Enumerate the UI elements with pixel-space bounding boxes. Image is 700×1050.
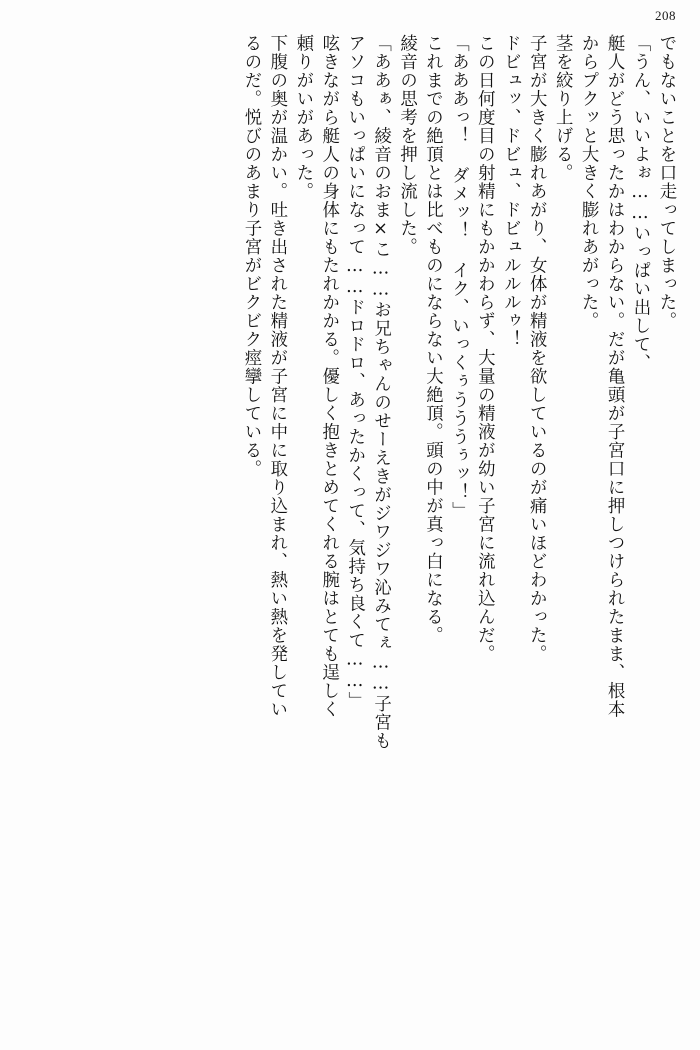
text-column: 頼りがいがあった。 (292, 34, 313, 201)
text-column: ドビュッ、ドビュ、ドビュルルルゥ！ (500, 34, 521, 349)
text-column: これまでの絶頂とは比べものにならない大絶頂。頭の中が真っ白になる。 (422, 34, 443, 645)
text-column: 綾音の思考を押し流した。 (396, 34, 417, 256)
text-column: 呟きながら艇人の身体にもたれかかる。優しく抱きとめてくれる腕はとても逞しく (318, 34, 339, 719)
text-column: 「ああぁ、綾音のおま×こ……お兄ちゃんのせーえきがジワジワ沁みてぇ……子宮も (370, 34, 391, 750)
vertical-text-body (22, 34, 678, 1032)
text-column: 茎を絞り上げる。 (552, 34, 573, 182)
text-column: 「うん、いいよぉ……いっぱい出して、 (629, 34, 650, 373)
text-column: からプクッと大きく膨れあがった。 (578, 34, 599, 330)
text-column: 艇人がどう思ったかはわからない。だが亀頭が子宮口に押しつけられたまま、根本 (604, 34, 625, 719)
text-column: アソコもいっぱいになって……ドロドロ、あったかくって、気持ち良くて……」 (344, 34, 365, 711)
text-column: でもないことを口走ってしまった。 (655, 34, 676, 330)
text-column: 下腹の奥が温かい。吐き出された精液が子宮に中に取り込まれ、熱い熱を発してい (266, 34, 287, 719)
text-column: この日何度目の射精にもかかわらず、大量の精液が幼い子宮に流れ込んだ。 (474, 34, 495, 663)
text-column: 「あああっ！ ダメッ！ イク、いっくぅうううぅッ！」 (448, 34, 469, 521)
text-column: 子宮が大きく膨れあがり、女体が精液を欲しているのが痛いほどわかった。 (526, 34, 547, 663)
page-number: 208 (655, 8, 676, 23)
text-column: るのだ。悦びのあまり子宮がビクビク痙攣している。 (240, 34, 261, 478)
